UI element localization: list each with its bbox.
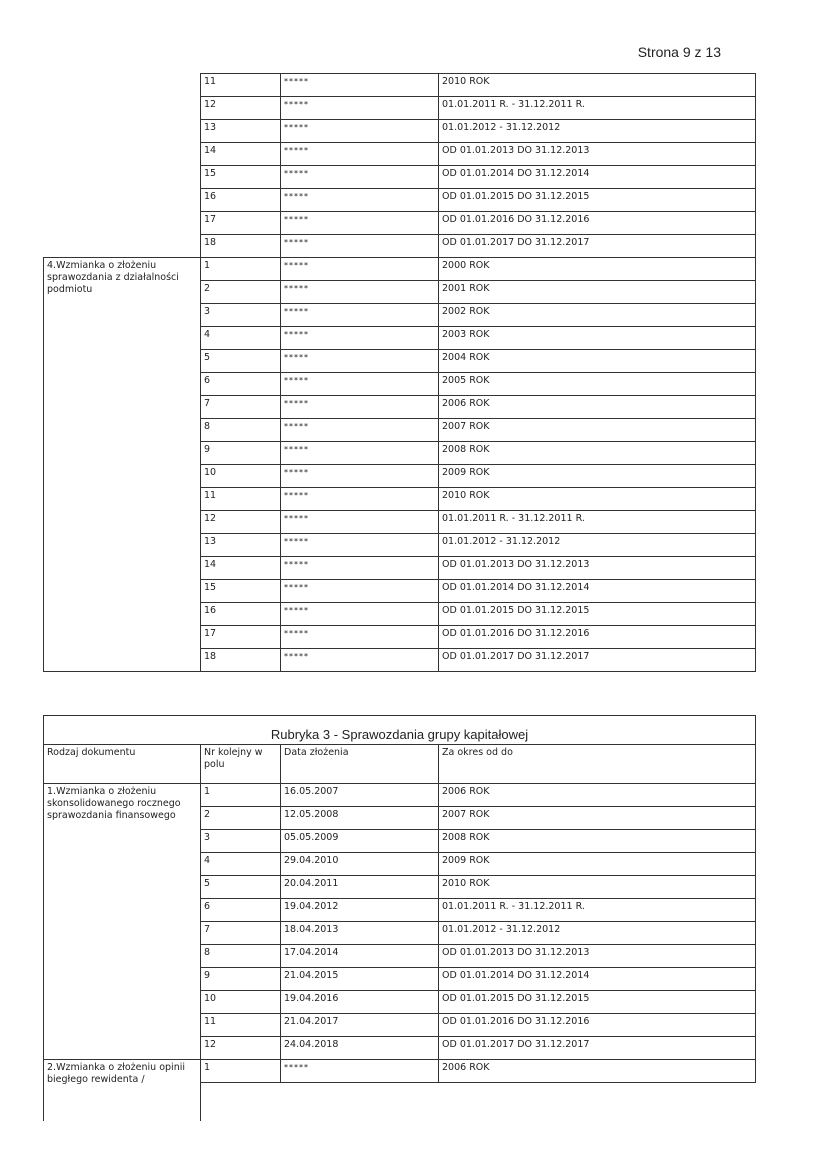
- submission-date: *****: [281, 603, 439, 626]
- period: 2003 ROK: [439, 327, 756, 350]
- sequence-number: 7: [201, 396, 281, 419]
- submission-date: *****: [281, 166, 439, 189]
- column-header-period: Za okres od do: [439, 745, 756, 784]
- submission-date: *****: [281, 511, 439, 534]
- submission-date: *****: [281, 74, 439, 97]
- period: OD 01.01.2015 DO 31.12.2015: [439, 189, 756, 212]
- submission-date: 24.04.2018: [281, 1037, 439, 1060]
- document-type-label: 1.Wzmianka o złożeniu skonsolidowanego rocznego sprawozdania finansowego: [44, 784, 201, 1060]
- sequence-number: 18: [201, 235, 281, 258]
- period: OD 01.01.2016 DO 31.12.2016: [439, 212, 756, 235]
- period: 2006 ROK: [439, 1060, 756, 1083]
- document-type-label: 4.Wzmianka o złożeniu sprawozdania z działalności podmiotu: [44, 258, 201, 672]
- submission-date: *****: [281, 212, 439, 235]
- period: OD 01.01.2015 DO 31.12.2015: [439, 991, 756, 1014]
- submission-date: *****: [281, 465, 439, 488]
- sequence-number: 1: [201, 784, 281, 807]
- submission-date: 20.04.2011: [281, 876, 439, 899]
- period: 01.01.2012 - 31.12.2012: [439, 120, 756, 143]
- submission-date: *****: [281, 488, 439, 511]
- submission-date: *****: [281, 258, 439, 281]
- submission-date: 21.04.2015: [281, 968, 439, 991]
- sequence-number: 16: [201, 603, 281, 626]
- sequence-number: 14: [201, 557, 281, 580]
- submission-date: *****: [281, 327, 439, 350]
- sequence-number: 11: [201, 488, 281, 511]
- submission-date: *****: [281, 143, 439, 166]
- submission-date: *****: [281, 534, 439, 557]
- sequence-number: 12: [201, 97, 281, 120]
- table-row: [44, 258, 756, 281]
- period: OD 01.01.2014 DO 31.12.2014: [439, 968, 756, 991]
- table-row: [44, 74, 756, 97]
- period: 01.01.2011 R. - 31.12.2011 R.: [439, 899, 756, 922]
- sequence-number: 1: [201, 258, 281, 281]
- sequence-number: 17: [201, 212, 281, 235]
- submission-date: *****: [281, 304, 439, 327]
- document-type-label: 2.Wzmianka o złożeniu opinii biegłego rewidenta /: [44, 1060, 201, 1122]
- period: 2008 ROK: [439, 830, 756, 853]
- period: 2010 ROK: [439, 876, 756, 899]
- submission-date: *****: [281, 419, 439, 442]
- submission-date: *****: [281, 557, 439, 580]
- sequence-number: 16: [201, 189, 281, 212]
- submission-date: 17.04.2014: [281, 945, 439, 968]
- sequence-number: 11: [201, 1014, 281, 1037]
- sequence-number: 15: [201, 580, 281, 603]
- submission-date: *****: [281, 580, 439, 603]
- sequence-number: 6: [201, 899, 281, 922]
- period: 2009 ROK: [439, 465, 756, 488]
- financial-reports-table-continued: [43, 73, 756, 672]
- sequence-number: 8: [201, 419, 281, 442]
- submission-date: *****: [281, 373, 439, 396]
- sequence-number: 5: [201, 350, 281, 373]
- sequence-number: 13: [201, 534, 281, 557]
- column-header-sequence-number: Nr kolejny w polu: [201, 745, 281, 784]
- sequence-number: 13: [201, 120, 281, 143]
- sequence-number: 17: [201, 626, 281, 649]
- sequence-number: 10: [201, 991, 281, 1014]
- period: OD 01.01.2017 DO 31.12.2017: [439, 649, 756, 672]
- submission-date: *****: [281, 1060, 439, 1083]
- period: OD 01.01.2014 DO 31.12.2014: [439, 166, 756, 189]
- period: 2001 ROK: [439, 281, 756, 304]
- period: 01.01.2011 R. - 31.12.2011 R.: [439, 97, 756, 120]
- submission-date: *****: [281, 120, 439, 143]
- period: 2007 ROK: [439, 419, 756, 442]
- submission-date: *****: [281, 649, 439, 672]
- submission-date: 29.04.2010: [281, 853, 439, 876]
- sequence-number: 18: [201, 649, 281, 672]
- period: 01.01.2011 R. - 31.12.2011 R.: [439, 511, 756, 534]
- period: 2010 ROK: [439, 488, 756, 511]
- sequence-number: 5: [201, 876, 281, 899]
- sequence-number: 1: [201, 1060, 281, 1083]
- period: 2000 ROK: [439, 258, 756, 281]
- period: OD 01.01.2016 DO 31.12.2016: [439, 1014, 756, 1037]
- sequence-number: 3: [201, 304, 281, 327]
- empty-section-cell: [44, 74, 201, 258]
- period: OD 01.01.2014 DO 31.12.2014: [439, 580, 756, 603]
- continuation-blank: [281, 1083, 756, 1122]
- period: 2006 ROK: [439, 784, 756, 807]
- period: 01.01.2012 - 31.12.2012: [439, 922, 756, 945]
- submission-date: 18.04.2013: [281, 922, 439, 945]
- period: OD 01.01.2017 DO 31.12.2017: [439, 1037, 756, 1060]
- table-row: [44, 1060, 756, 1083]
- column-header-submission-date: Data złożenia: [281, 745, 439, 784]
- sequence-number: 9: [201, 968, 281, 991]
- submission-date: *****: [281, 396, 439, 419]
- submission-date: *****: [281, 189, 439, 212]
- sequence-number: 7: [201, 922, 281, 945]
- period: 2004 ROK: [439, 350, 756, 373]
- capital-group-reports-table: [43, 715, 756, 1121]
- sequence-number: 12: [201, 1037, 281, 1060]
- submission-date: *****: [281, 97, 439, 120]
- period: 2007 ROK: [439, 807, 756, 830]
- period: OD 01.01.2016 DO 31.12.2016: [439, 626, 756, 649]
- submission-date: 05.05.2009: [281, 830, 439, 853]
- submission-date: 16.05.2007: [281, 784, 439, 807]
- sequence-number: 8: [201, 945, 281, 968]
- submission-date: 21.04.2017: [281, 1014, 439, 1037]
- period: OD 01.01.2013 DO 31.12.2013: [439, 557, 756, 580]
- sequence-number: 4: [201, 327, 281, 350]
- period: 2002 ROK: [439, 304, 756, 327]
- sequence-number: 15: [201, 166, 281, 189]
- sequence-number: 9: [201, 442, 281, 465]
- column-header-document-type: Rodzaj dokumentu: [44, 745, 201, 784]
- period: 01.01.2012 - 31.12.2012: [439, 534, 756, 557]
- sequence-number: 11: [201, 74, 281, 97]
- period: 2005 ROK: [439, 373, 756, 396]
- period: OD 01.01.2017 DO 31.12.2017: [439, 235, 756, 258]
- period: OD 01.01.2013 DO 31.12.2013: [439, 945, 756, 968]
- submission-date: *****: [281, 626, 439, 649]
- table-caption: Rubryka 3 - Sprawozdania grupy kapitałowej: [44, 716, 756, 745]
- sequence-number: 2: [201, 281, 281, 304]
- sequence-number: 12: [201, 511, 281, 534]
- submission-date: 12.05.2008: [281, 807, 439, 830]
- submission-date: 19.04.2012: [281, 899, 439, 922]
- page-number: Strona 9 z 13: [637, 44, 721, 60]
- submission-date: *****: [281, 235, 439, 258]
- sequence-number: 3: [201, 830, 281, 853]
- sequence-number: 10: [201, 465, 281, 488]
- table-row: [44, 784, 756, 807]
- sequence-number: 4: [201, 853, 281, 876]
- continuation-cell: [201, 1083, 281, 1122]
- period: 2008 ROK: [439, 442, 756, 465]
- submission-date: *****: [281, 281, 439, 304]
- period: 2009 ROK: [439, 853, 756, 876]
- period: 2010 ROK: [439, 74, 756, 97]
- period: 2006 ROK: [439, 396, 756, 419]
- sequence-number: 14: [201, 143, 281, 166]
- sequence-number: 6: [201, 373, 281, 396]
- submission-date: *****: [281, 350, 439, 373]
- period: OD 01.01.2013 DO 31.12.2013: [439, 143, 756, 166]
- period: OD 01.01.2015 DO 31.12.2015: [439, 603, 756, 626]
- sequence-number: 2: [201, 807, 281, 830]
- submission-date: *****: [281, 442, 439, 465]
- submission-date: 19.04.2016: [281, 991, 439, 1014]
